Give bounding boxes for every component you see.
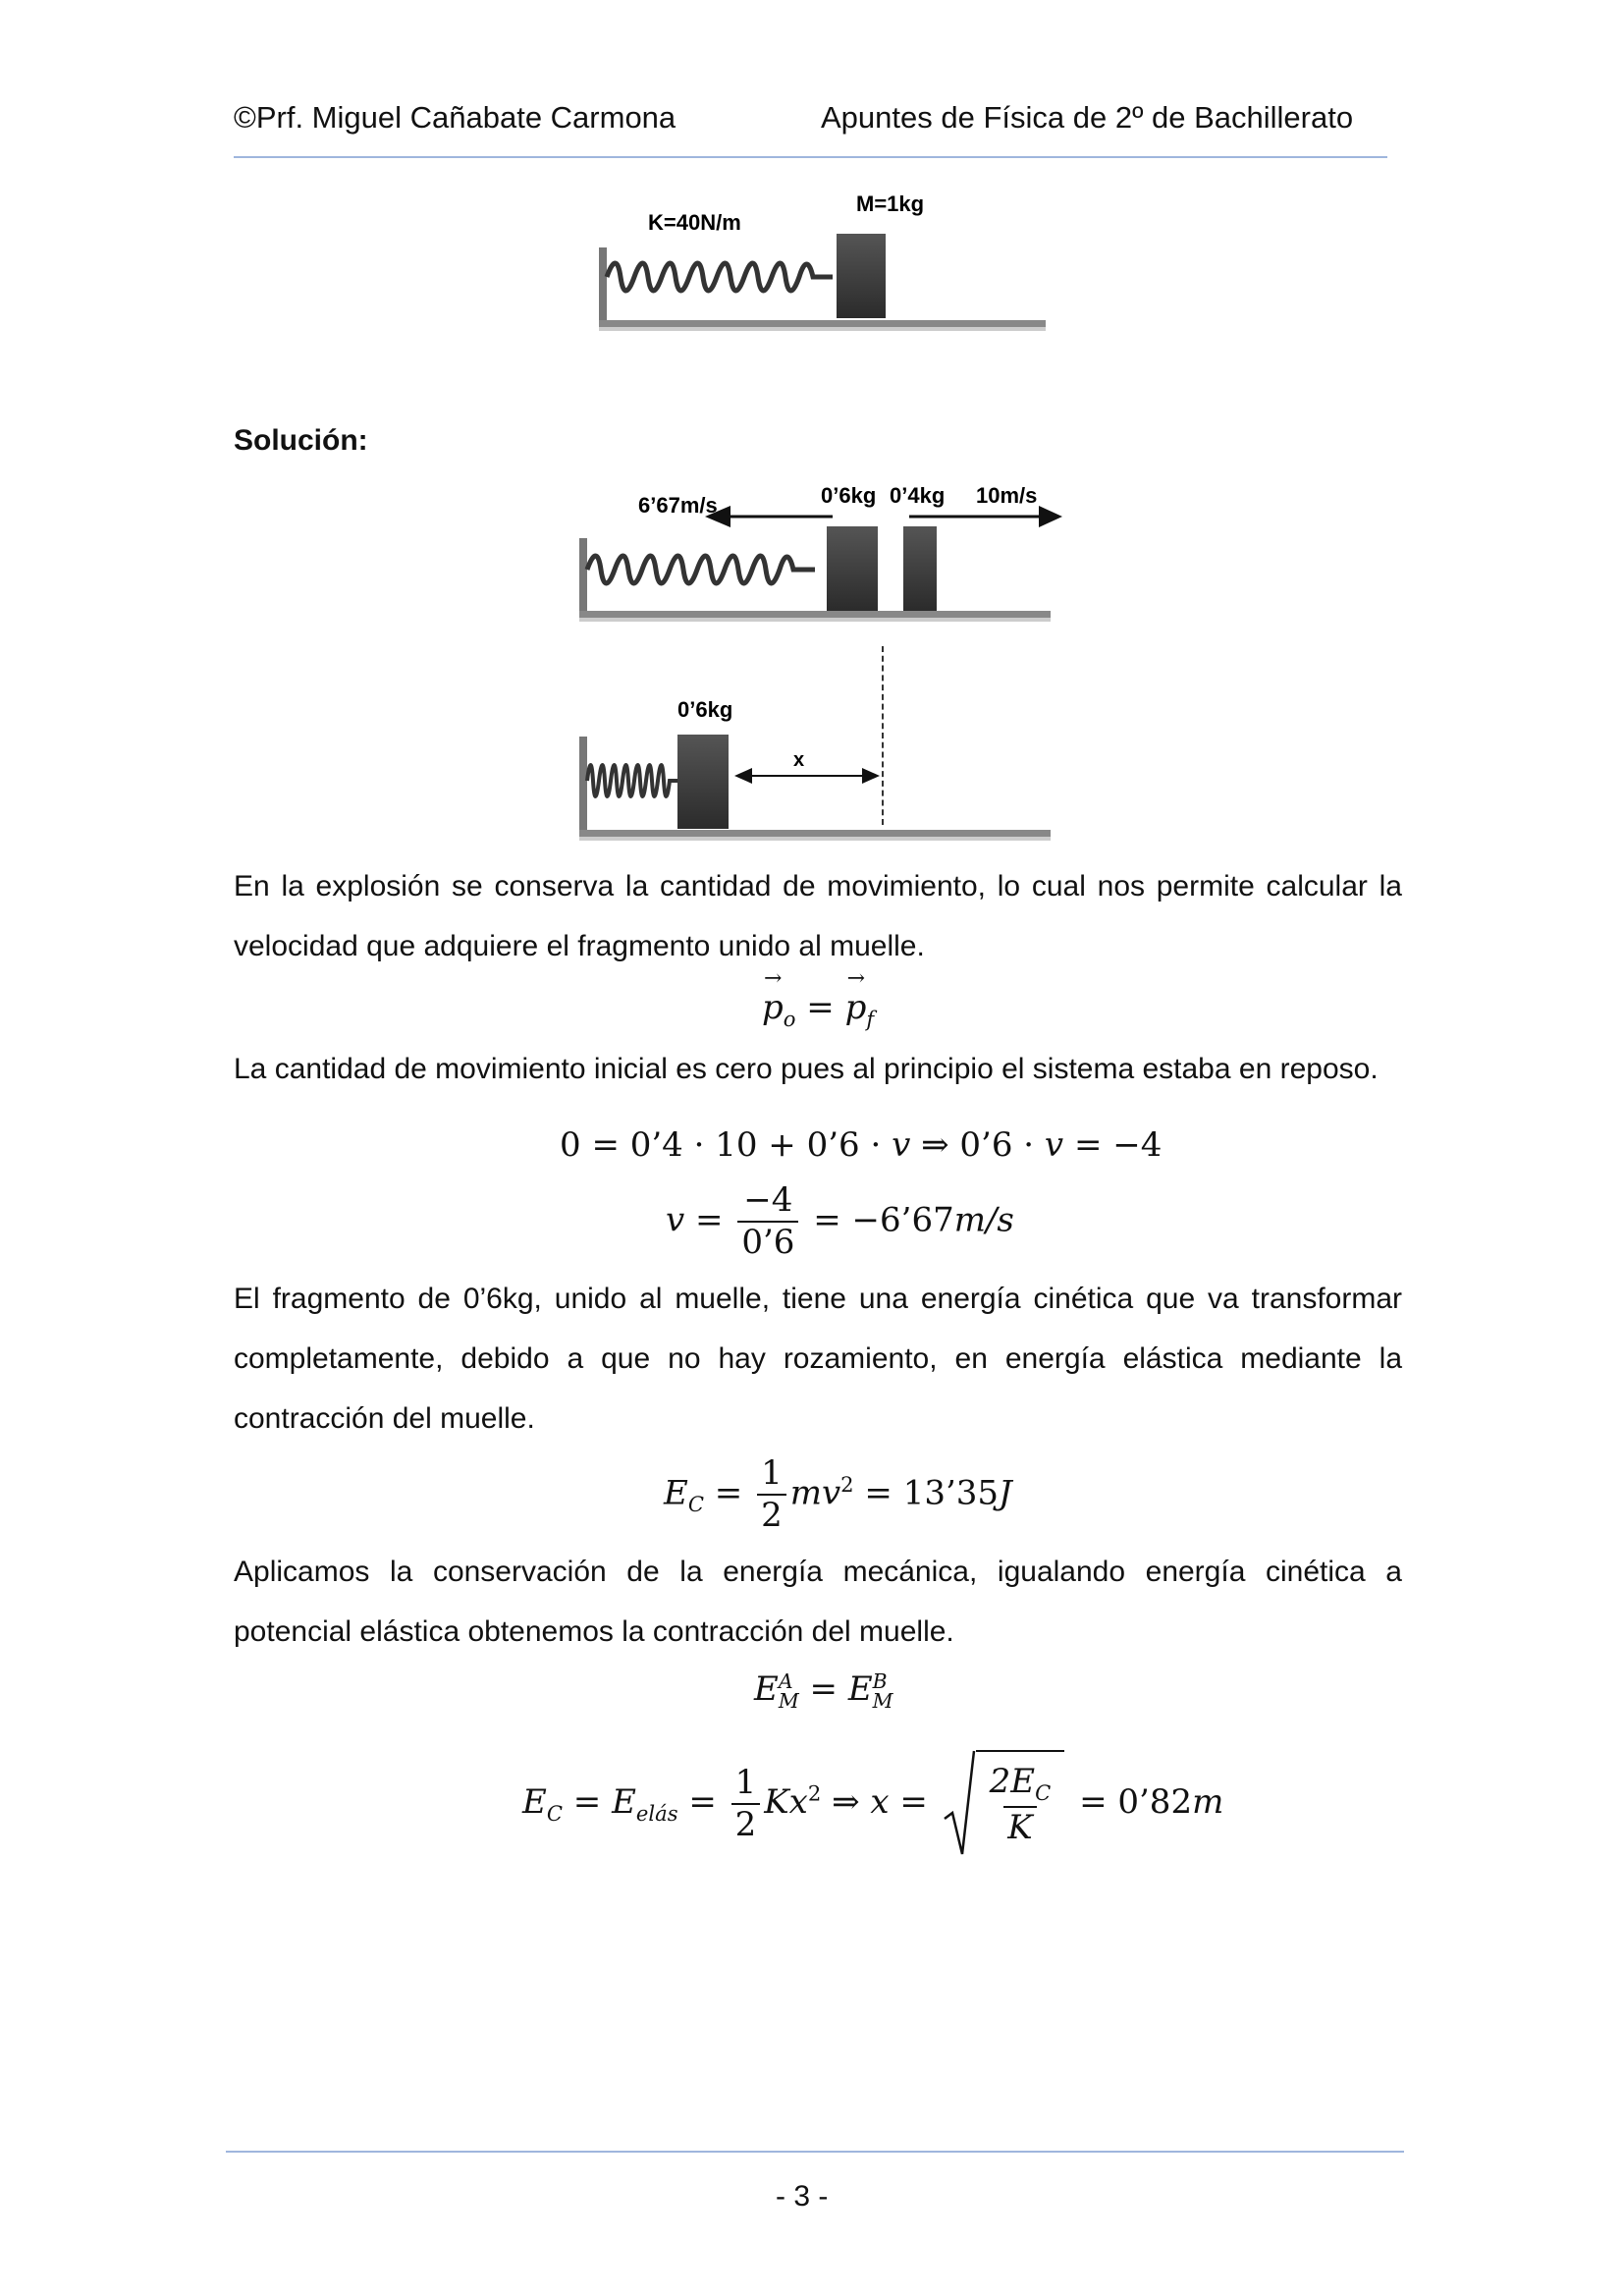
eq4-mv: mv [789, 1473, 841, 1513]
eq6-equals-1: = [562, 1782, 613, 1822]
block-0-4kg [903, 526, 937, 611]
compressed-spring [587, 765, 679, 796]
eq6-equals-2: = [677, 1782, 728, 1822]
spring-constant-label: K=40N/m [648, 210, 741, 235]
right-mass-label: 0’4kg [890, 483, 946, 508]
paragraph-kinetic-energy: El fragmento de 0’6kg, unido al muelle, tiene una energía cinética que va transformar completamente, debido a que no hay rozamiento, en energía elástica mediante la contracción del muelle. [234, 1283, 1402, 1435]
square-root [943, 1750, 1065, 1858]
spring-mass-figure [579, 187, 1060, 344]
eq4-square: 2 [840, 1472, 854, 1498]
eq1-sub-f: f [866, 1006, 875, 1031]
eq6-unit: m [1192, 1782, 1224, 1822]
eq6-E-c: E [522, 1782, 547, 1822]
eq2-lhs: 0 = 0’4 · 10 + 0’6 · [560, 1125, 893, 1165]
paragraph-initial-momentum: La cantidad de movimiento inicial es cero pues al principio el sistema estaba en reposo. [234, 1053, 1379, 1085]
block-0-6kg [827, 526, 878, 611]
left-mass-label: 0’6kg [821, 483, 877, 508]
eq6-E-elas: E [612, 1782, 636, 1822]
eq6-rad-denominator: K [1003, 1806, 1036, 1846]
eq4-E: E [664, 1473, 688, 1513]
eq4-unit: J [999, 1473, 1012, 1513]
eq1-sub-o: o [783, 1006, 796, 1031]
equation-kinetic-energy [664, 1455, 1012, 1535]
eq3-equals: = [684, 1200, 734, 1240]
eq4-denominator: 2 [757, 1494, 786, 1534]
displacement-label: x [793, 749, 805, 771]
solution-heading: Solución: [234, 424, 368, 457]
eq2-v2: v [1044, 1125, 1064, 1165]
right-velocity-label: 10m/s [976, 483, 1038, 508]
floor [579, 830, 1051, 837]
radical-sign [943, 1750, 976, 1858]
eq6-result: = 0’82 [1068, 1782, 1193, 1822]
equation-mechanical-energy [754, 1669, 893, 1711]
floor [579, 611, 1051, 618]
eq3-result: = −6’67 [802, 1200, 954, 1240]
equation-contraction [522, 1750, 1223, 1858]
equation-velocity [666, 1182, 1014, 1262]
left-velocity-label: 6’67m/s [638, 493, 718, 518]
page-number: - 3 - [776, 2180, 829, 2213]
displacement-arrow [862, 768, 880, 784]
floor [599, 320, 1046, 327]
mass-block [837, 234, 886, 318]
eq5-sub-m2: M [872, 1689, 893, 1713]
eq5-sup-a: A [778, 1668, 793, 1693]
mass-label: 0’6kg [677, 697, 733, 722]
spring [607, 263, 833, 291]
eq6-equals-3: = [889, 1782, 939, 1822]
footer-rule [226, 2151, 1404, 2153]
eq6-implies: ⇒ [821, 1782, 871, 1822]
paragraph-energy-conservation: Aplicamos la conservación de la energía mecánica, igualando energía cinética a potencial elástica obtenemos la contracción del muelle. [234, 1556, 1402, 1648]
eq4-result: = 13’35 [853, 1473, 1000, 1513]
eq6-x: x [870, 1782, 890, 1822]
eq5-equals: = [798, 1669, 848, 1709]
eq2-implies: ⇒ 0’6 · [910, 1125, 1045, 1165]
eq1-equals: = [795, 988, 845, 1027]
header-rule [234, 156, 1387, 158]
compression-figure [569, 687, 1080, 854]
eq1-p-initial: p [762, 988, 784, 1027]
eq6-kx: Kx [764, 1782, 808, 1822]
eq3-v: v [666, 1200, 685, 1240]
block-0-6kg [677, 735, 729, 829]
spring [587, 556, 815, 583]
eq2-v: v [892, 1125, 911, 1165]
eq3-denominator: 0’6 [737, 1221, 798, 1261]
right-velocity-arrow [1039, 506, 1062, 527]
equation-momentum-balance [560, 1125, 1162, 1165]
eq5-E-B: E [847, 1669, 873, 1709]
eq2-rhs: = −4 [1063, 1125, 1163, 1165]
eq6-rad-numerator: 2E [989, 1761, 1036, 1801]
eq1-p-final: p [844, 988, 867, 1027]
eq5-sup-b: B [872, 1668, 888, 1693]
eq6-denominator: 2 [731, 1803, 761, 1843]
header-course-title: Apuntes de Física de 2º de Bachillerato [821, 100, 1354, 135]
eq4-sub-c: C [687, 1492, 704, 1517]
eq6-sub-elas: elás [635, 1800, 678, 1826]
eq3-unit: m/s [953, 1200, 1014, 1240]
eq4-equals: = [703, 1473, 754, 1513]
eq6-rad-sub-c: C [1035, 1779, 1052, 1805]
explosion-figure [569, 469, 1080, 646]
eq6-sub-c: C [546, 1800, 563, 1826]
equation-momentum-conservation: p → $_o$ = p → $_f$ [762, 966, 875, 1031]
eq5-sub-m: M [778, 1689, 799, 1713]
header-author: ©Prf. Miguel Cañabate Carmona [234, 100, 676, 135]
wall [599, 247, 607, 326]
eq6-numerator: 1 [734, 1762, 757, 1802]
eq6-square: 2 [807, 1780, 822, 1806]
eq5-E-A: E [754, 1669, 779, 1709]
eq4-numerator: 1 [761, 1453, 783, 1493]
paragraph-momentum: En la explosión se conserva la cantidad de movimiento, lo cual nos permite calcular la velocidad que adquiere el fragmento unido al muelle. [234, 870, 1402, 962]
mass-label: M=1kg [856, 191, 925, 216]
eq3-numerator: −4 [743, 1180, 793, 1220]
